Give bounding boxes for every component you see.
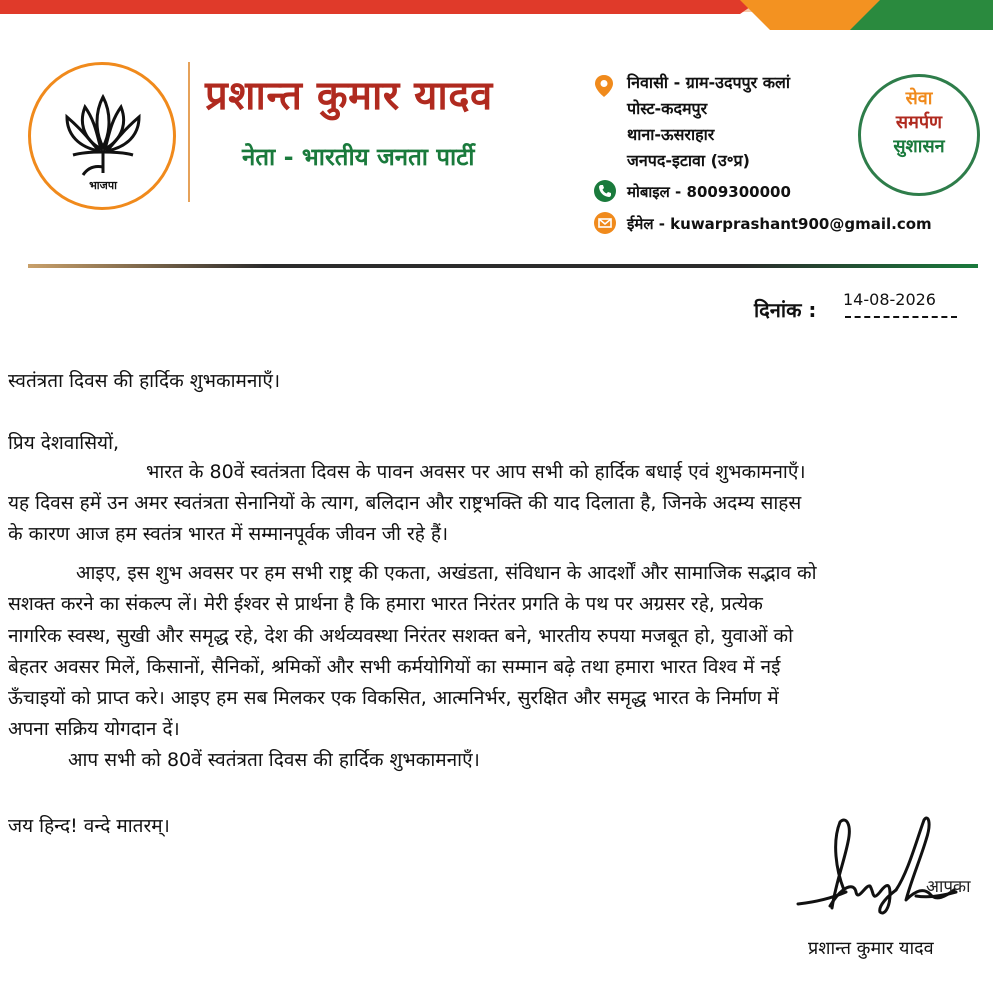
email-address: ईमेल - kuwarprashant900@gmail.com [627, 215, 932, 233]
signatory-name: प्रशान्त कुमार यादव [808, 938, 934, 959]
date-label: दिनांक : [754, 298, 817, 322]
address-line: निवासी - ग्राम-उदपपुर कलां [627, 73, 791, 92]
seal-line: सेवा [905, 88, 933, 109]
signature-image [796, 812, 986, 922]
letter-line: बेहतर अवसर मिलें, किसानों, सैनिकों, श्रमिकों और सभी कर्मयोगियों का सम्मान बढ़े तथा हमारा भारत विश्व में नई [8, 656, 781, 678]
motto-seal [858, 74, 980, 196]
letter-slogan: जय हिन्द! वन्दे मातरम्। [8, 815, 170, 837]
header-decorative-band [0, 0, 993, 30]
address-line: जनपद-इटावा (उ॰प्र) [627, 151, 750, 170]
letter-line: यह दिवस हमें उन अमर स्वतंत्रता सेनानियों के त्याग, बलिदान और राष्ट्रभक्ति की याद दिलाता है, जिनके अदम्य साहस [8, 492, 802, 514]
letter-salutation: प्रिय देशवासियों, [8, 432, 120, 454]
closing-word: आपका [926, 877, 971, 897]
letter-line: भारत के 80वें स्वतंत्रता दिवस के पावन अवसर पर आप सभी को हार्दिक बधाई एवं शुभकामनाएँ। [146, 461, 806, 483]
letter-line: नागरिक स्वस्थ, सुखी और समृद्ध रहे, देश की अर्थव्यवस्था निरंतर सशक्त बने, भारतीय रुपया मजबूत हो, युवाओं को [8, 625, 793, 647]
mobile-number: मोबाइल - 8009300000 [627, 183, 791, 201]
party-logo [28, 62, 176, 210]
letter-line: के कारण आज हम स्वतंत्र भारत में सम्मानपूर्वक जीवन जी रहे हैं। [8, 523, 449, 545]
leader-designation: नेता - भारतीय जनता पार्टी [242, 143, 475, 171]
address-line: पोस्ट-कदमपुर [627, 99, 708, 118]
address-block [627, 70, 790, 174]
letter-line: आइए, इस शुभ अवसर पर हम सभी राष्ट्र की एकता, अखंडता, संविधान के आदर्शों और सामाजिक सद्भाव को [76, 562, 817, 584]
letter-line: आप सभी को 80वें स्वतंत्रता दिवस की हार्दिक शुभकामनाएँ। [68, 749, 480, 771]
header-rule [28, 264, 978, 268]
location-pin-icon [594, 74, 614, 98]
address-line: थाना-ऊसराहार [627, 125, 715, 144]
lotus-icon [43, 77, 163, 197]
letter-line: अपना सक्रिय योगदान दें। [8, 718, 180, 740]
header-divider [188, 62, 190, 202]
seal-line: समर्पण [895, 112, 943, 133]
phone-icon [594, 180, 616, 202]
svg-text:भाजपा: भाजपा [89, 179, 117, 192]
letter-line: सशक्त करने का संकल्प लें। मेरी ईश्वर से प्रार्थना है कि हमारा भारत निरंतर प्रगति के पथ पर अग्रसर रहे, प्रत्येक [8, 593, 763, 615]
email-icon [594, 212, 616, 234]
leader-name: प्रशान्त कुमार यादव [205, 73, 493, 119]
seal-line: सुशासन [893, 136, 945, 157]
date-underline [845, 316, 957, 318]
date-value: 14-08-2026 [843, 290, 936, 309]
letter-line: ऊँचाइयों को प्राप्त करे। आइए हम सब मिलकर एक विकसित, आत्मनिर्भर, सुरक्षित और समृद्ध भारत के निर्माण में [8, 687, 779, 709]
letter-subject: स्वतंत्रता दिवस की हार्दिक शुभकामनाएँ। [8, 370, 281, 392]
